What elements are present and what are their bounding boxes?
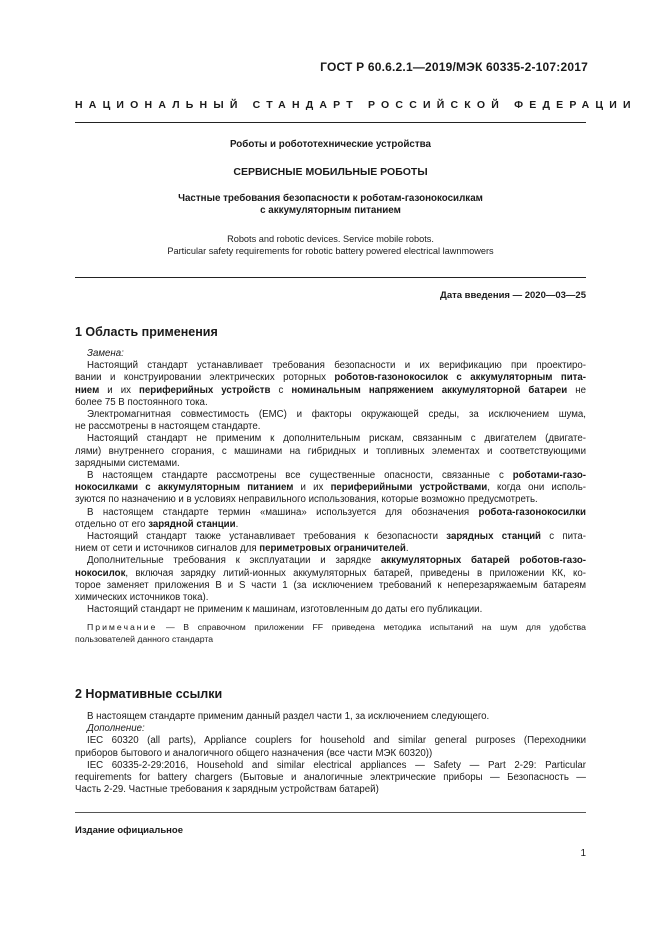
text-line: более 75 В постоянного тока. — [75, 396, 208, 408]
title-english-line1: Robots and robotic devices. Service mobile robots. — [227, 234, 434, 244]
replace-label: Замена: — [87, 348, 124, 359]
section-2-body — [75, 711, 586, 796]
text-line: IEC 60320 (all parts), Appliance couplers for household and similar general purposes (Переходники — [87, 735, 586, 747]
text-line: нокосилок, включая зарядку литий-ионных аккумуляторных батарей, приведены в приложении КК, ко- — [75, 567, 586, 579]
note-line: Примечание — В справочном приложении FF приведена методика испытаний на шум для удобства — [87, 622, 586, 633]
section-1-body — [75, 348, 586, 645]
text-line: торое заменяет приложения В и S части 1 (за исключением требований к неперезаряжаемым батареям — [75, 579, 586, 591]
paragraph — [75, 507, 586, 531]
text-line: вании и конструировании электрических роторных роботов-газонокосилок с аккумуляторным пита- — [75, 372, 587, 384]
text-line: Дополнительные требования к эксплуатации и зарядке аккумуляторных батарей роботов-газо- — [87, 555, 586, 567]
title-subtitle — [75, 193, 586, 217]
section-1-heading: 1 Область применения — [75, 325, 218, 339]
text-line: нием и их периферийных устройств с номинальным напряжением аккумуляторной батареи не — [75, 384, 586, 396]
section-2-heading: 2 Нормативные ссылки — [75, 687, 223, 701]
paragraph — [75, 470, 586, 507]
note-label: Примечание — [87, 622, 158, 633]
document-code: ГОСТ Р 60.6.2.1—2019/МЭК 60335-2-107:2017 — [320, 60, 588, 74]
paragraph — [75, 604, 586, 616]
text-line: Настоящий стандарт не применим к машинам, изготовленным до даты его публикации. — [87, 604, 483, 616]
text-line: Настоящий стандарт также устанавливает требования к безопасности зарядных станций с пита- — [87, 531, 587, 543]
note — [75, 622, 586, 645]
note-line: пользователей данного стандарта — [75, 633, 214, 644]
reference-item — [75, 735, 586, 759]
paragraph — [75, 531, 586, 555]
text-line: Электромагнитная совместимость (ЕМС) и факторы окружающей среды, за исключением шума, — [87, 409, 586, 421]
text-line: В настоящем стандарте применим данный раздел части 1, за исключением следующего. — [87, 711, 490, 722]
paragraph — [75, 555, 586, 604]
paragraph — [75, 409, 586, 433]
text-line: нием от сети и источников сигналов для периметровых ограничителей. — [75, 543, 409, 555]
title-category: Роботы и робототехнические устройства — [230, 139, 431, 150]
text-line: Часть 2-29. Частные требования к зарядным устройствам батарей) — [75, 784, 379, 796]
text-line: зарядными системами. — [75, 457, 180, 469]
paragraph — [75, 711, 586, 735]
title-english — [75, 233, 586, 257]
national-standard-banner: НАЦИОНАЛЬНЫЙ СТАНДАРТ РОССИЙСКОЙ ФЕДЕРАЦИИ — [75, 99, 637, 111]
text-line: нокосилками с аккумуляторным питанием и их периферийными устройствами, когда они исполь- — [75, 482, 587, 494]
text-line: В настоящем стандарте термин «машина» используется для обозначения робота-газонокосилки — [87, 506, 586, 518]
title-english-line2: Particular safety requirements for robotic battery powered electrical lawnmowers — [167, 246, 494, 256]
title-divider — [75, 277, 586, 278]
text-line: приборов бытового и аналогичного общего назначения (все части МЭК 60320)) — [75, 747, 433, 759]
text-line: химических источников тока). — [75, 592, 209, 604]
introduction-date: Дата введения — 2020—03—25 — [440, 290, 586, 301]
paragraph — [75, 433, 586, 470]
title-subtitle-line1: Частные требования безопасности к роботам-газонокосилкам — [178, 193, 483, 204]
addition-label: Дополнение: — [87, 723, 145, 735]
top-divider — [75, 122, 586, 123]
text-line: requirements for battery chargers (Бытовые и аналогичные электрические приборы — Безопасность — — [75, 772, 586, 784]
page-number: 1 — [580, 848, 586, 859]
text-line: лями) внутреннего сгорания, с машинами на гибридных и топливных элементах и соответствующими — [75, 445, 586, 457]
reference-item — [75, 760, 586, 797]
paragraph — [75, 348, 586, 409]
text-line: Настоящий стандарт не применим к дополнительным рискам, связанным с двигателем (двигате- — [87, 433, 586, 445]
text-line: Настоящий стандарт устанавливает требования безопасности и их верификацию при проектиро- — [87, 360, 586, 372]
text-line: зуются по назначению и в условиях неправильного использования, которые возможно предусмотреть. — [75, 494, 538, 506]
text-line: В настоящем стандарте рассмотрены все существенные опасности, связанные с роботами-газо- — [87, 470, 586, 482]
title-main: СЕРВИСНЫЕ МОБИЛЬНЫЕ РОБОТЫ — [233, 166, 428, 178]
text-line: IEC 60335-2-29:2016, Household and similar electrical appliances — Safety — Part 2-29: Particular — [87, 759, 586, 771]
text-line: отдельно от его зарядной станции. — [75, 518, 239, 530]
title-subtitle-line2: с аккумуляторным питанием — [260, 205, 401, 216]
footer-divider — [75, 812, 586, 813]
edition-label: Издание официальное — [75, 825, 183, 836]
text-line: не рассмотрены в настоящем стандарте. — [75, 421, 261, 433]
